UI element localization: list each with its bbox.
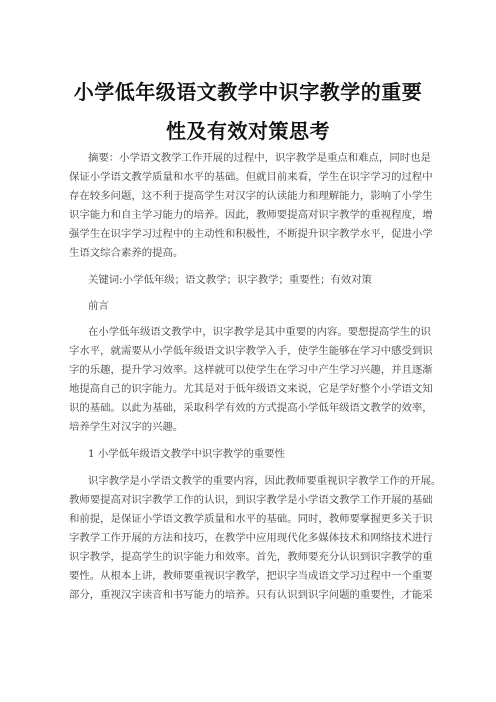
- document-title-line-1: 小学低年级语文教学中识字教学的重要: [73, 80, 423, 104]
- section-heading: 1 小学低年级语文教学中识字教学的重要性: [88, 448, 285, 460]
- abstract-line: 识字能力和自主学习能力的培养。因此，教师要提高对识字教学的重视程度，增: [69, 209, 433, 221]
- abstract-line: 保证小学语文教学质量和水平的基础。但就目前来看，学生在识字学习的过程中: [69, 171, 433, 183]
- section-line: 教师要提高对识字教学工作的认识，到识字教学是小学语文教学工作开展的基础: [69, 494, 433, 506]
- section-line: 部分，重视汉字读音和书写能力的培养。只有认识到识字问题的重要性，才能采: [69, 589, 433, 601]
- preface-line: 字的乐趣，提升学习效率。这样就可以使学生在学习中产生学习兴趣，并且逐渐: [69, 364, 433, 376]
- section-line: 识字教学是小学语文教学的重要内容，因此教师要重视识字教学工作的开展。: [88, 475, 442, 487]
- preface-heading: 前言: [88, 300, 109, 312]
- abstract-line: 摘要：小学语文教学工作开展的过程中，识字教学是重点和难点，同时也是: [88, 152, 431, 164]
- abstract-line: 生语文综合素养的提高。: [69, 247, 184, 259]
- preface-line: 字水平，就需要从小学低年级语文识字教学入手，使学生能够在学习中感受到识: [69, 345, 433, 357]
- abstract-line: 强学生在识字学习过程中的主动性和积极性，不断提升识字教学水平，促进小学: [69, 228, 433, 240]
- section-line: 字教学工作开展的方法和技巧，在教学中应用现代化多媒体技术和网络技术进行: [69, 532, 433, 544]
- preface-line: 培养学生对汉字的兴趣。: [69, 421, 184, 433]
- preface-line: 地提高自己的识字能力。尤其是对于低年级语文来说，它是学好整个小学语文知: [69, 383, 433, 395]
- document-title-line-2: 性及有效对策思考: [166, 119, 330, 143]
- preface-line: 在小学低年级语文教学中，识字教学是其中重要的内容。要想提高学生的识: [88, 326, 431, 338]
- section-line: 和前提，是保证小学语文教学质量和水平的基础。同时，教师要掌握更多关于识: [69, 513, 433, 525]
- abstract-line: 存在较多问题，这不利于提高学生对汉字的认读能力和理解能力，影响了小学生: [69, 190, 433, 202]
- section-line: 识字教学，提高学生的识字能力和效率。首先，教师要充分认识到识字教学的重: [69, 551, 433, 563]
- preface-line: 识的基础。以此为基础，采取科学有效的方式提高小学低年级语文教学的效率，: [69, 402, 433, 414]
- section-line: 要性。从根本上讲，教师要重视识字教学，把识字当成语文学习过程中一个重要: [69, 570, 433, 582]
- keywords: 关键词:小学低年级；语文教学；识字教学；重要性；有效对策: [88, 274, 373, 286]
